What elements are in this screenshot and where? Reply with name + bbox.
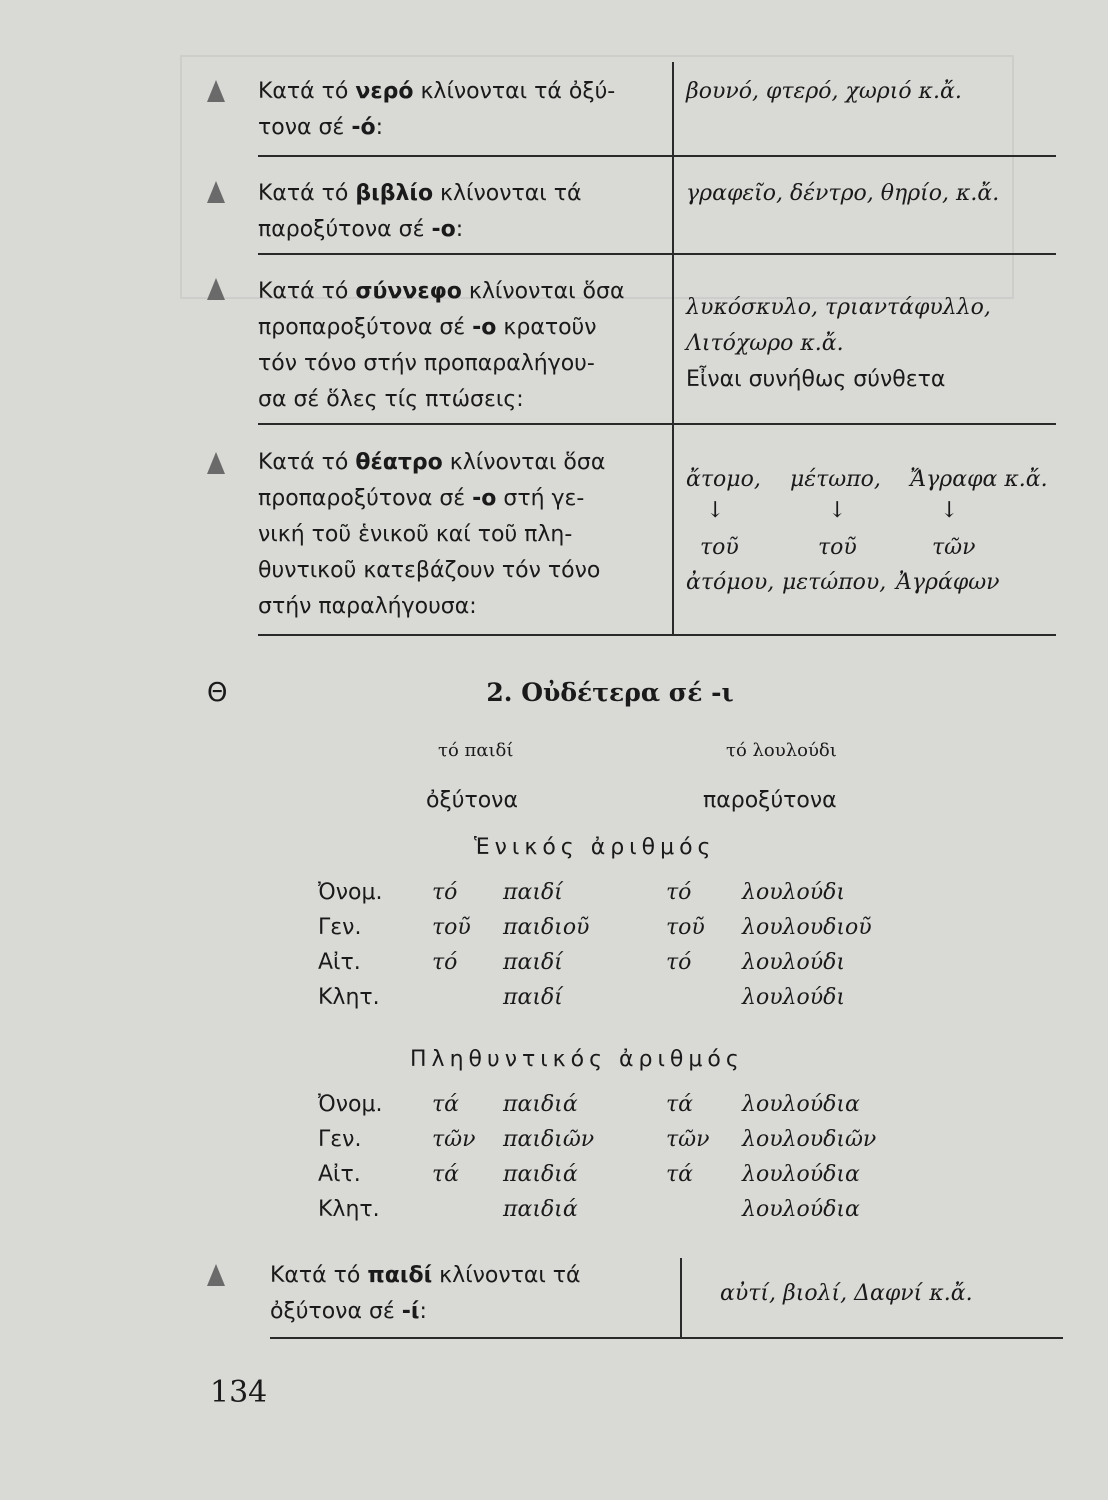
table-rule <box>258 423 1056 425</box>
rule-example: αὐτί, βιολί, Δαφνί κ.ἄ. <box>720 1281 973 1306</box>
rule-text <box>258 445 605 625</box>
article-cell: τοῦ <box>432 915 471 940</box>
bold-term: βιβλίο <box>355 181 434 206</box>
rule-line: στήν παραλήγουσα: <box>258 594 477 619</box>
triangle-marker-icon <box>207 1264 225 1286</box>
case-label: Ὀνομ. <box>318 1092 383 1117</box>
rule-text <box>258 176 581 248</box>
rule-line: Κατά τό νερό κλίνονται τά ὀξύ- <box>258 79 616 104</box>
bold-term: -ο <box>431 217 456 242</box>
noun-cell: παιδί <box>503 880 563 905</box>
rule-example: γραφεῖο, δέντρο, θηρίο, κ.ἄ. <box>686 181 1000 206</box>
bold-term: σύννεφο <box>355 279 462 304</box>
case-label: Αἰτ. <box>318 1162 361 1187</box>
down-arrow-icon: ↓ <box>940 498 959 523</box>
rule-text <box>258 274 624 418</box>
example-word: Ἄγραφα κ.ἄ. <box>910 467 1048 492</box>
article-cell: τό <box>432 880 458 905</box>
page-number: 134 <box>210 1375 268 1410</box>
noun-cell: λουλούδια <box>742 1197 860 1222</box>
noun-cell: λουλούδια <box>742 1162 860 1187</box>
case-label: Γεν. <box>318 1127 362 1152</box>
rule-line: τονα σέ -ό: <box>258 115 383 140</box>
triangle-marker-icon <box>207 181 225 203</box>
rule-line: σα σέ ὅλες τίς πτώσεις: <box>258 387 524 412</box>
case-label: Κλητ. <box>318 1197 380 1222</box>
article-cell: τό <box>666 950 692 975</box>
noun-cell: λουλούδι <box>742 950 845 975</box>
noun-cell: λουλούδια <box>742 1092 860 1117</box>
article-cell: τῶν <box>432 1127 476 1152</box>
article-cell: τά <box>666 1092 694 1117</box>
rule-line: νική τοῦ ἑνικοῦ καί τοῦ πλη- <box>258 522 573 547</box>
example-article: τοῦ <box>700 535 739 560</box>
article-cell: τό <box>432 950 458 975</box>
rule-line: Κατά τό παιδί κλίνονται τά <box>270 1263 581 1288</box>
example-word: Ἀγράφων <box>896 570 1000 595</box>
rule-text <box>270 1258 581 1330</box>
triangle-marker-icon <box>207 278 225 300</box>
rule-line: προπαροξύτονα σέ -ο κρατοῦν <box>258 315 597 340</box>
noun-cell: λουλούδι <box>742 880 845 905</box>
column-head: τό λουλούδι <box>726 740 837 761</box>
noun-cell: παιδί <box>503 950 563 975</box>
example-word: ἄτομο, <box>686 467 761 492</box>
table-rule <box>258 155 1056 157</box>
bold-term: θέατρο <box>355 450 443 475</box>
example-word: ἀτόμου, <box>686 570 775 595</box>
singular-label: Ἑνικός ἀριθμός <box>474 835 716 860</box>
triangle-marker-icon <box>207 452 225 474</box>
case-label: Γεν. <box>318 915 362 940</box>
table-rule <box>270 1337 1063 1339</box>
noun-cell: παιδιά <box>503 1162 578 1187</box>
noun-cell: λουλούδι <box>742 985 845 1010</box>
rule-line: ὀξύτονα σέ -ί: <box>270 1299 427 1324</box>
case-label: Ὀνομ. <box>318 880 383 905</box>
example-word: μέτωπο, <box>790 467 881 492</box>
noun-cell: λουλουδιοῦ <box>742 915 872 940</box>
article-cell: τά <box>432 1092 460 1117</box>
noun-cell: παιδιοῦ <box>503 915 590 940</box>
rule-note: Εἶναι συνήθως σύνθετα <box>686 367 946 392</box>
article-cell: τῶν <box>666 1127 710 1152</box>
table-divider <box>672 62 674 636</box>
section-title: 2. Οὐδέτερα σέ -ι <box>486 678 734 707</box>
example-line: λυκόσκυλο, τριαντάφυλλο, <box>686 295 991 320</box>
rule-line: τόν τόνο στήν προπαραλήγου- <box>258 351 595 376</box>
article-cell: τά <box>666 1162 694 1187</box>
bold-term: -ο <box>472 315 497 340</box>
table-divider <box>680 1258 682 1338</box>
bold-term: νερό <box>355 79 414 104</box>
example-word: μετώπου, <box>782 570 887 595</box>
bold-term: -ό <box>351 115 376 140</box>
rule-line: Κατά τό θέατρο κλίνονται ὅσα <box>258 450 606 475</box>
down-arrow-icon: ↓ <box>706 498 725 523</box>
rule-line: προπαροξύτονα σέ -ο στή γε- <box>258 486 585 511</box>
rule-example <box>686 290 991 398</box>
rule-line: θυντικοῦ κατεβάζουν τόν τόνο <box>258 558 601 583</box>
example-article: τοῦ <box>818 535 857 560</box>
case-label: Αἰτ. <box>318 950 361 975</box>
case-label: Κλητ. <box>318 985 380 1010</box>
bold-term: -ί <box>401 1299 420 1324</box>
noun-cell: παιδί <box>503 985 563 1010</box>
example-article: τῶν <box>932 535 976 560</box>
article-cell: τό <box>666 880 692 905</box>
table-rule <box>258 634 1056 636</box>
rule-line: Κατά τό βιβλίο κλίνονται τά <box>258 181 582 206</box>
noun-cell: παιδιά <box>503 1197 578 1222</box>
rule-example: βουνό, φτερό, χωριό κ.ἄ. <box>686 79 962 104</box>
rule-line: Κατά τό σύννεφο κλίνονται ὅσα <box>258 279 625 304</box>
noun-cell: παιδιά <box>503 1092 578 1117</box>
rule-line: παροξύτονα σέ -ο: <box>258 217 464 242</box>
table-rule <box>258 253 1056 255</box>
noun-cell: παιδιῶν <box>503 1127 595 1152</box>
rule-text <box>258 74 615 146</box>
example-line: Λιτόχωρο κ.ἄ. <box>686 331 844 356</box>
accent-type: παροξύτονα <box>703 788 837 813</box>
triangle-marker-icon <box>207 80 225 102</box>
down-arrow-icon: ↓ <box>828 498 847 523</box>
article-cell: τά <box>432 1162 460 1187</box>
bold-term: παιδί <box>367 1263 433 1288</box>
section-symbol: Θ <box>207 678 228 708</box>
bold-term: -ο <box>472 486 497 511</box>
noun-cell: λουλουδιῶν <box>742 1127 877 1152</box>
column-head: τό παιδί <box>438 740 514 761</box>
plural-label: Πληθυντικός ἀριθμός <box>410 1047 744 1072</box>
accent-type: ὀξύτονα <box>426 788 518 813</box>
article-cell: τοῦ <box>666 915 705 940</box>
